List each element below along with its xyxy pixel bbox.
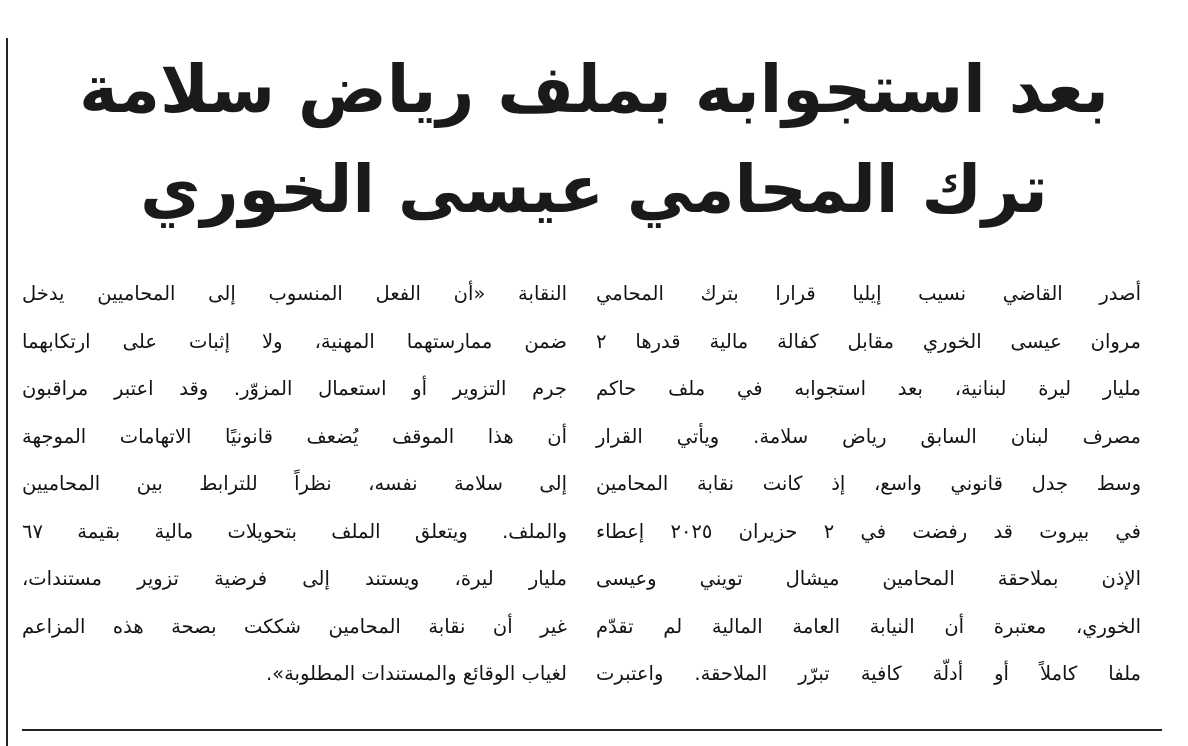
article-column-right <box>596 270 1141 698</box>
headline-line-1: بعد استجوابه بملف رياض سلامة <box>79 51 1109 128</box>
body-line: جرم التزوير أو استعمال المزوّر. وقد اعتبر مراقبون <box>22 377 567 400</box>
body-line: مليار ليرة، ويستند إلى فرضية تزوير مستندات، <box>22 567 567 590</box>
body-line: في بيروت قد رفضت في ٢ حزيران ٢٠٢٥ إعطاء <box>596 519 1142 543</box>
article-headline <box>20 40 1168 240</box>
body-line: النقابة «أن الفعل المنسوب إلى المحاميين يدخل <box>22 282 567 305</box>
article-column-left <box>22 270 567 698</box>
body-line: أن هذا الموقف يُضعف قانونيًا الاتهامات الموجهة <box>22 424 567 448</box>
body-line: مروان عيسى الخوري مقابل كفالة مالية قدرها ٢ <box>596 329 1141 353</box>
headline-line-2: ترك المحامي عيسى الخوري <box>140 151 1048 228</box>
body-line: إلى سلامة نفسه، نظراً للترابط بين المحاميين <box>22 472 567 495</box>
body-line: أصدر القاضي نسيب إيليا قرارا بترك المحامي <box>596 282 1141 305</box>
body-line: ملفا كاملاً أو أدلّة كافية تبرّر الملاحقة. واعتبرت <box>596 662 1141 685</box>
body-line: مليار ليرة لبنانية، بعد استجوابه في ملف حاكم <box>596 377 1141 400</box>
bottom-divider-rule <box>22 729 1162 731</box>
body-line: لغياب الوقائع والمستندات المطلوبة». <box>265 662 567 685</box>
body-line: غير أن نقابة المحامين شككت بصحة هذه المزاعم <box>22 614 567 638</box>
body-line: مصرف لبنان السابق رياض سلامة. ويأتي القرار <box>596 424 1141 448</box>
body-line: ضمن ممارستهما المهنية، ولا إثبات على ارتكابهما <box>22 329 567 353</box>
body-line: وسط جدل قانوني واسع، إذ كانت نقابة المحامين <box>596 472 1141 495</box>
body-line: الإذن بملاحقة المحامين ميشال تويني وعيسى <box>596 567 1141 590</box>
left-border-rule <box>6 38 8 746</box>
body-line: الخوري، معتبرة أن النيابة العامة المالية لم تقدّم <box>596 614 1141 638</box>
body-line: والملف. ويتعلق الملف بتحويلات مالية بقيمة ٦٧ <box>22 519 567 543</box>
